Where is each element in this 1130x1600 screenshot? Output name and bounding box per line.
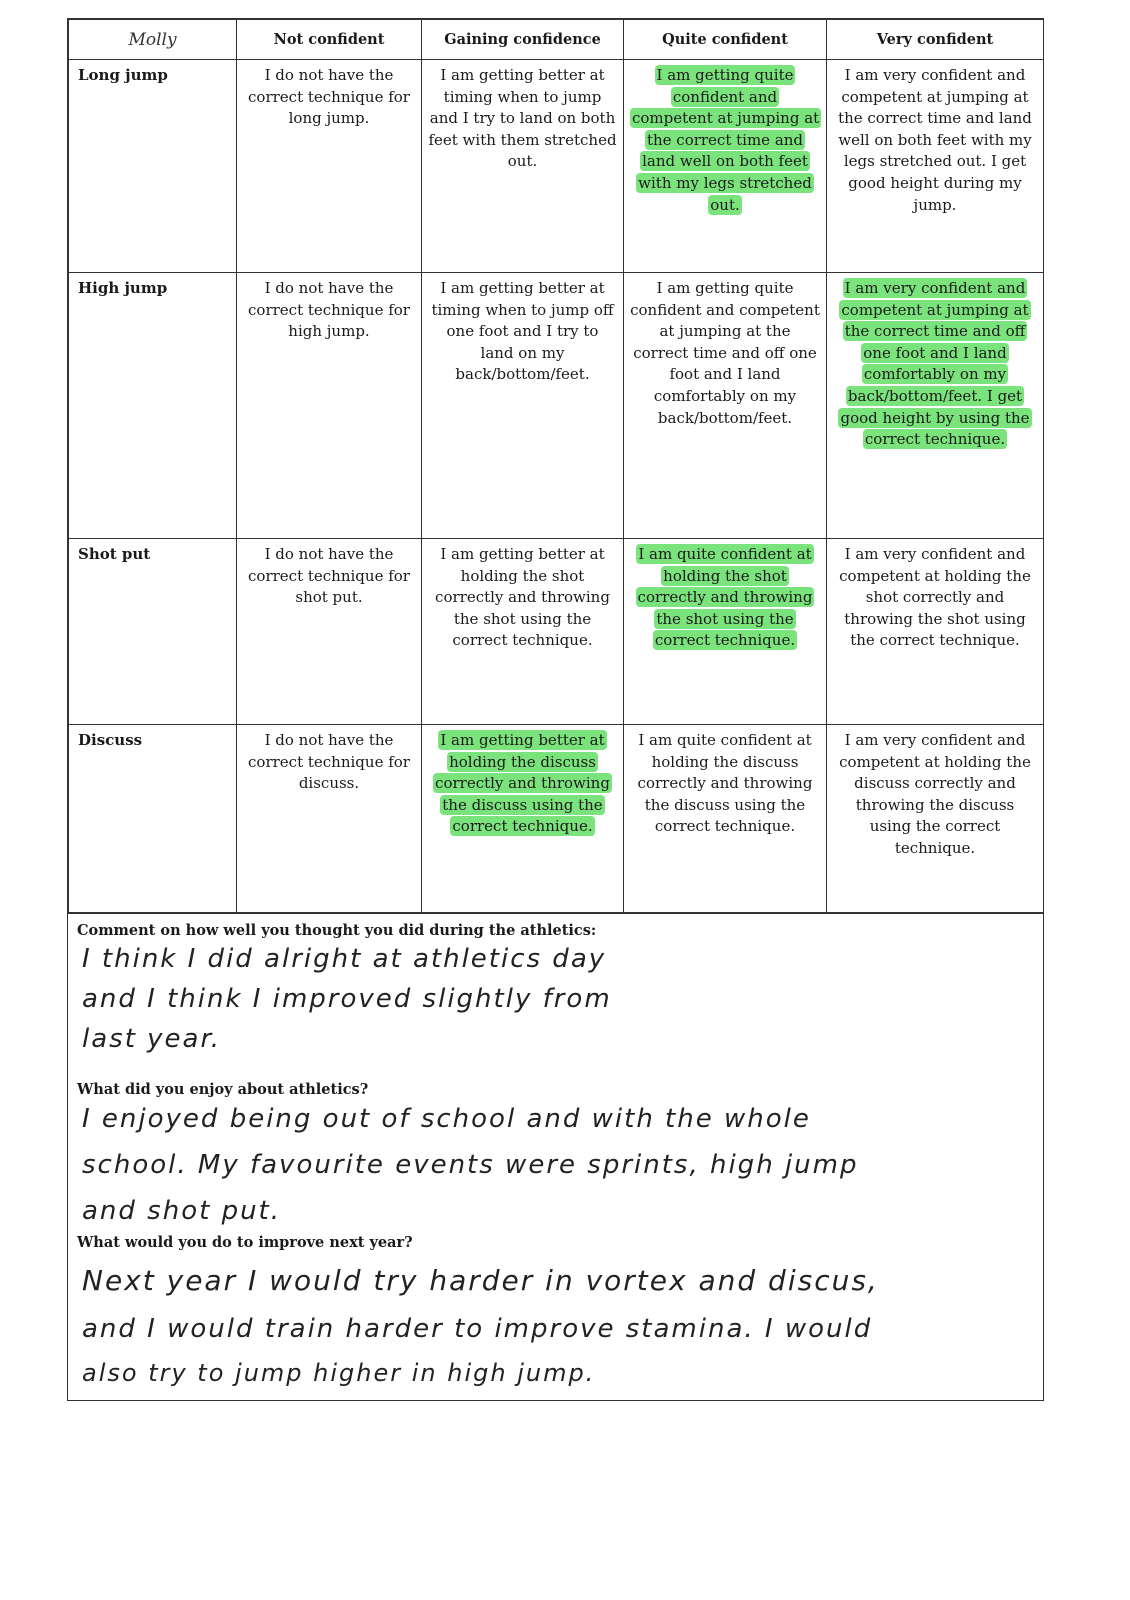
handwritten-answer-line: and I would train harder to improve stamina. I would — [82, 1314, 873, 1344]
row-label: Discuss — [69, 725, 237, 913]
handwritten-answer-line: also try to jump higher in high jump. — [82, 1359, 596, 1387]
handwritten-answer-line: I think I did alright at athletics day — [82, 944, 607, 974]
rubric-cell: I am very confident and competent at jumping at the correct time and land well on both feet with my legs stretched out. I get good height during my jump. — [827, 60, 1044, 273]
handwritten-answer-line: and I think I improved slightly from — [82, 984, 612, 1014]
rubric-cell: I am getting quite confident and competent at jumping at the correct time and off one foot and I land comfortably on my back/bottom/feet. — [624, 273, 827, 539]
confidence-rubric-table — [68, 19, 1044, 913]
table-row — [69, 539, 1044, 725]
handwritten-answer-line: school. My favourite events were sprints, high jump — [82, 1150, 859, 1180]
rubric-cell: I am very confident and competent at holding the shot correctly and throwing the shot using the correct technique. — [827, 539, 1044, 725]
rubric-cell: I do not have the correct technique for long jump. — [237, 60, 422, 273]
self-assessment-sheet — [67, 18, 1044, 1401]
rubric-cell: I do not have the correct technique for high jump. — [237, 273, 422, 539]
rubric-cell-highlighted: I am getting better at holding the discuss correctly and throwing the discuss using the correct technique. — [422, 725, 624, 913]
question-prompt: Comment on how well you thought you did during the athletics: — [77, 922, 597, 939]
rubric-cell-highlighted: I am very confident and competent at jumping at the correct time and off one foot and I land comfortably on my back/bottom/feet. I get good height by using the correct technique. — [827, 273, 1044, 539]
column-header: Not confident — [237, 20, 422, 60]
rubric-cell: I am getting better at timing when to jump and I try to land on both feet with them stretched out. — [422, 60, 624, 273]
rubric-cell: I am very confident and competent at holding the discuss correctly and throwing the discuss using the correct technique. — [827, 725, 1044, 913]
table-row — [69, 725, 1044, 913]
handwritten-answer-line: Next year I would try harder in vortex and discus, — [82, 1264, 879, 1297]
question-prompt: What did you enjoy about athletics? — [77, 1081, 369, 1098]
column-header: Quite confident — [624, 20, 827, 60]
reflection-section — [68, 913, 1043, 1400]
column-header: Gaining confidence — [422, 20, 624, 60]
row-label: High jump — [69, 273, 237, 539]
row-label: Long jump — [69, 60, 237, 273]
rubric-cell-highlighted: I am getting quite confident and competent at jumping at the correct time and land well on both feet with my legs stretched out. — [624, 60, 827, 273]
rubric-cell-highlighted: I am quite confident at holding the shot correctly and throwing the shot using the correct technique. — [624, 539, 827, 725]
table-row — [69, 60, 1044, 273]
row-label: Shot put — [69, 539, 237, 725]
rubric-cell: I am getting better at holding the shot correctly and throwing the shot using the correct technique. — [422, 539, 624, 725]
rubric-cell: I am quite confident at holding the discuss correctly and throwing the discuss using the correct technique. — [624, 725, 827, 913]
student-name: Molly — [69, 20, 237, 60]
handwritten-answer-line: and shot put. — [82, 1196, 282, 1226]
column-header: Very confident — [827, 20, 1044, 60]
handwritten-answer-line: I enjoyed being out of school and with the whole — [82, 1104, 811, 1134]
header-row — [69, 20, 1044, 60]
rubric-cell: I am getting better at timing when to jump off one foot and I try to land on my back/bottom/feet. — [422, 273, 624, 539]
rubric-cell: I do not have the correct technique for discuss. — [237, 725, 422, 913]
rubric-cell: I do not have the correct technique for shot put. — [237, 539, 422, 725]
question-prompt: What would you do to improve next year? — [77, 1234, 413, 1251]
handwritten-answer-line: last year. — [82, 1024, 222, 1054]
table-row — [69, 273, 1044, 539]
